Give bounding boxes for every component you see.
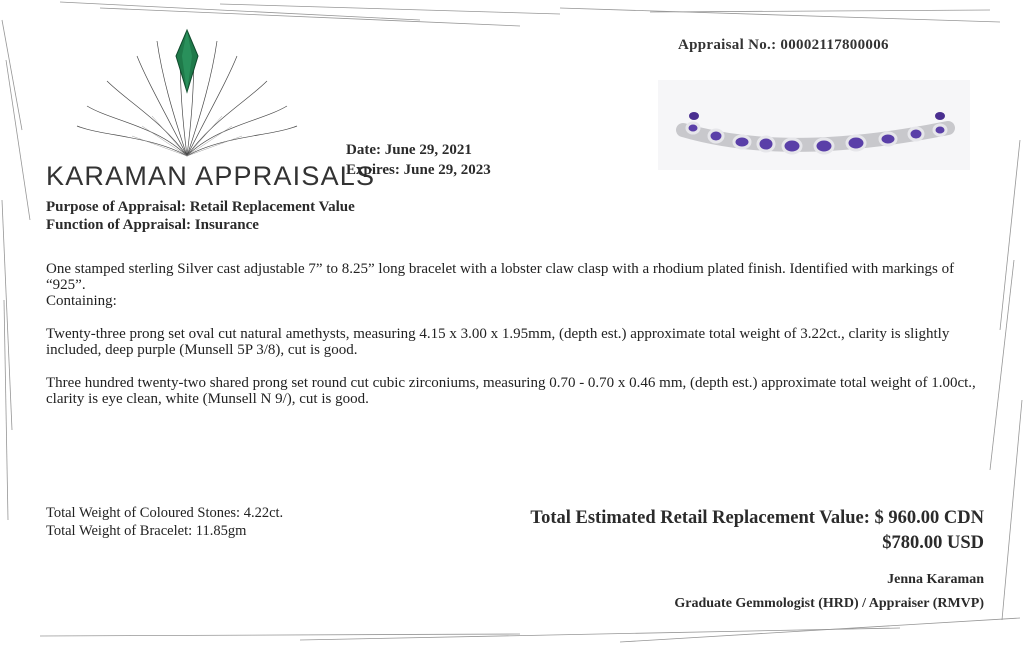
item-summary: One stamped sterling Silver cast adjustable 7” to 8.25” long bracelet with a lobster claw clasp with a rhodium plated finish. Identified with markings of “925”.	[46, 261, 955, 293]
item-description	[46, 261, 976, 424]
value-cdn: Total Estimated Retail Replacement Value: $ 960.00 CDN	[530, 508, 984, 528]
appraisal-date: Date: June 29, 2021	[346, 142, 472, 158]
value-usd: $780.00 USD	[882, 533, 984, 553]
signature-block	[674, 568, 984, 616]
signer-title: Graduate Gemmologist (HRD) / Appraiser (RMVP)	[674, 596, 984, 611]
coloured-stones-weight: Total Weight of Coloured Stones: 4.22ct.	[46, 505, 284, 521]
function-of-appraisal: Function of Appraisal: Insurance	[46, 217, 259, 233]
company-name: KARAMAN APPRAISALS	[46, 161, 376, 191]
cubic-zirconia-details: Three hundred twenty-two shared prong set round cut cubic zirconiums, measuring 0.70 - 0.70 x 0.46 mm, (depth est.) approximate total weight of 1.00ct., clarity is eye clean, white (Munsell N 9/), cut is good.	[46, 375, 976, 407]
expiry-date: Expires: June 29, 2023	[346, 162, 491, 178]
containing-label: Containing:	[46, 293, 117, 309]
purpose-block	[46, 198, 355, 234]
amethyst-details: Twenty-three prong set oval cut natural amethysts, measuring 4.15 x 3.00 x 1.95mm, (depth est.) approximate total weight of 3.22ct., clarity is slightly included, deep purple (Munsell 5P 3/8), cut is good.	[46, 326, 950, 358]
marquise-gem-logo-icon	[72, 26, 302, 161]
date-block	[346, 140, 491, 180]
amethyst-bracelet-photo	[658, 80, 970, 170]
signer-name: Jenna Karaman	[887, 572, 984, 587]
weight-totals	[46, 504, 283, 540]
replacement-value	[530, 506, 984, 556]
appraisal-number: Appraisal No.: 00002117800006	[678, 37, 889, 53]
bracelet-weight: Total Weight of Bracelet: 11.85gm	[46, 523, 247, 539]
purpose-of-appraisal: Purpose of Appraisal: Retail Replacement Value	[46, 199, 355, 215]
